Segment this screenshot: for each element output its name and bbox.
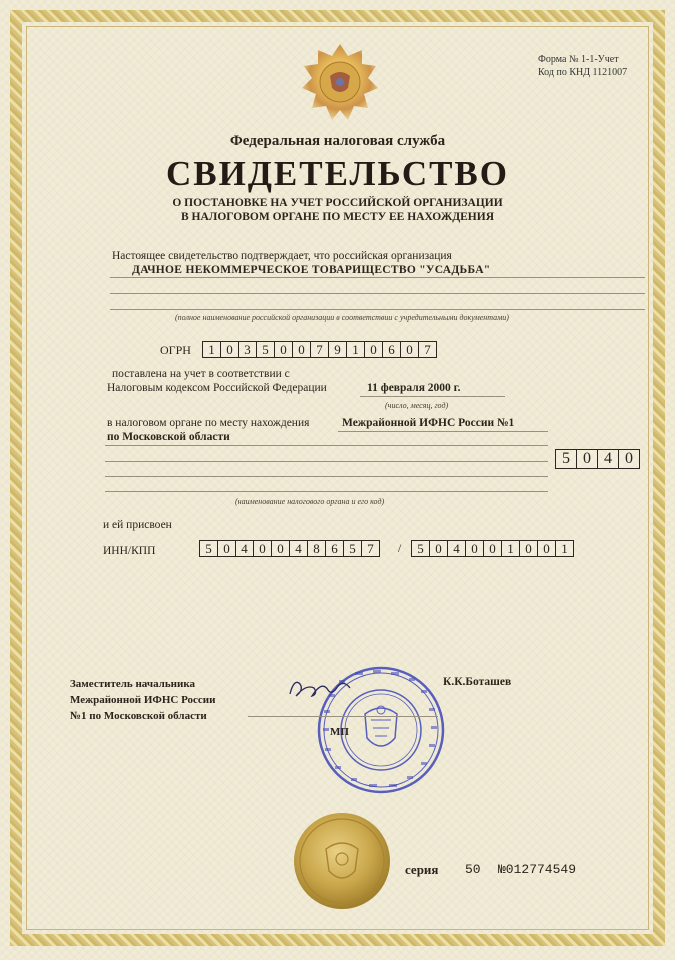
- inn-digit-cell: 8: [307, 540, 326, 557]
- kpp-cells: [412, 540, 574, 557]
- tax-office-line-1: Межрайонной ИФНС России №1: [342, 417, 515, 429]
- registration-date: 11 февраля 2000 г.: [367, 382, 461, 394]
- kpp-digit-cell: 0: [537, 540, 556, 557]
- org-name-caption: (полное наименование российской организации в соответствии с учредительными документами): [175, 313, 509, 322]
- inn-digit-cell: 4: [235, 540, 254, 557]
- registered-text-line-2: Налоговым кодексом Российской Федерации: [107, 382, 327, 394]
- ogrn-digit-cell: 0: [292, 341, 311, 358]
- organization-name: ДАЧНОЕ НЕКОММЕРЧЕСКОЕ ТОВАРИЩЕСТВО "УСАДЬБА": [132, 264, 491, 276]
- ogrn-digit-cell: 1: [346, 341, 365, 358]
- signer-name: К.К.Боташев: [443, 676, 512, 688]
- series-label: серия: [405, 862, 439, 877]
- registered-text-line-1: поставлена на учет в соответствии с: [112, 368, 290, 380]
- ogrn-digit-cell: 5: [256, 341, 275, 358]
- ogrn-digit-cell: 1: [202, 341, 221, 358]
- tax-office-underline-1: [338, 431, 548, 432]
- form-number: [538, 53, 627, 79]
- ogrn-label: ОГРН: [160, 343, 191, 357]
- knd-code-text: Код по КНД 1121007: [538, 67, 628, 78]
- ogrn-digit-cell: 3: [238, 341, 257, 358]
- form-no-text: Форма № 1-1-Учет: [538, 54, 619, 65]
- subtitle-line-1: О ПОСТАНОВКЕ НА УЧЕТ РОССИЙСКОЙ ОРГАНИЗАЦИИ: [172, 197, 503, 209]
- inn-digit-cell: 5: [199, 540, 218, 557]
- tax-office-code-cells: [556, 449, 640, 469]
- kpp-digit-cell: 0: [519, 540, 538, 557]
- inn-digit-cell: 7: [361, 540, 380, 557]
- signer-position-line-1: Заместитель начальника: [70, 678, 195, 690]
- signer-position: [70, 676, 215, 724]
- inn-digit-cell: 4: [289, 540, 308, 557]
- tax-office-blank-line-2: [105, 476, 548, 477]
- tax-office-blank-line-3: [105, 491, 548, 492]
- ogrn-digit-cell: 7: [310, 341, 329, 358]
- mp-mark: МП: [330, 726, 349, 738]
- ogrn-digit-cell: 0: [364, 341, 383, 358]
- kpp-digit-cell: 1: [555, 540, 574, 557]
- tax-office-caption: (наименование налогового органа и его код): [235, 497, 385, 506]
- service-name: Федеральная налоговая служба: [229, 133, 446, 149]
- ogrn-digit-cell: 0: [274, 341, 293, 358]
- ogrn-digit-cell: 0: [220, 341, 239, 358]
- kpp-digit-cell: 0: [429, 540, 448, 557]
- ogrn-digit-cell: 0: [400, 341, 419, 358]
- signer-position-line-3: №1 по Московской области: [70, 710, 207, 722]
- kpp-digit-cell: 0: [483, 540, 502, 557]
- kpp-digit-cell: 1: [501, 540, 520, 557]
- assigned-text: и ей присвоен: [103, 519, 172, 531]
- subtitle-line-2: В НАЛОГОВОМ ОРГАНЕ ПО МЕСТУ ЕЕ НАХОЖДЕНИЯ: [180, 211, 495, 223]
- hologram-emblem-icon: [300, 42, 380, 122]
- ogrn-cells: [203, 341, 437, 358]
- tax-office-code-cell: 5: [555, 449, 577, 469]
- certificate-number: №012774549: [498, 862, 577, 877]
- document-title: СВИДЕТЕЛЬСТВО: [165, 154, 510, 193]
- tax-office-prefix: в налоговом органе по месту нахождения: [107, 417, 310, 429]
- inn-digit-cell: 0: [217, 540, 236, 557]
- ogrn-digit-cell: 6: [382, 341, 401, 358]
- inn-digit-cell: 0: [253, 540, 272, 557]
- org-blank-line-1: [110, 293, 645, 294]
- handwritten-signature-icon: [286, 674, 356, 704]
- document-subtitle: [0, 196, 675, 224]
- inn-kpp-separator: /: [398, 543, 402, 555]
- series-value: 50: [465, 862, 481, 877]
- confirm-text: Настоящее свидетельство подтверждает, что российская организация: [112, 250, 452, 262]
- kpp-digit-cell: 4: [447, 540, 466, 557]
- gold-seal-icon: [292, 811, 392, 911]
- ogrn-digit-cell: 9: [328, 341, 347, 358]
- date-underline: [360, 396, 505, 397]
- date-caption: (число, месяц, год): [385, 401, 449, 410]
- kpp-digit-cell: 5: [411, 540, 430, 557]
- org-name-underline: [110, 277, 645, 278]
- tax-office-underline-2: [105, 445, 548, 446]
- inn-digit-cell: 0: [271, 540, 290, 557]
- tax-office-blank-line-1: [105, 461, 548, 462]
- kpp-digit-cell: 0: [465, 540, 484, 557]
- signature-line: [248, 716, 438, 717]
- tax-office-code-cell: 0: [618, 449, 640, 469]
- inn-cells: [200, 540, 380, 557]
- inn-digit-cell: 5: [343, 540, 362, 557]
- signer-position-line-2: Межрайонной ИФНС России: [70, 694, 216, 706]
- inn-kpp-label: ИНН/КПП: [103, 545, 156, 557]
- inn-digit-cell: 6: [325, 540, 344, 557]
- tax-office-code-cell: 4: [597, 449, 619, 469]
- tax-office-line-2: по Московской области: [107, 431, 230, 443]
- org-blank-line-2: [110, 309, 645, 310]
- ogrn-digit-cell: 7: [418, 341, 437, 358]
- tax-office-code-cell: 0: [576, 449, 598, 469]
